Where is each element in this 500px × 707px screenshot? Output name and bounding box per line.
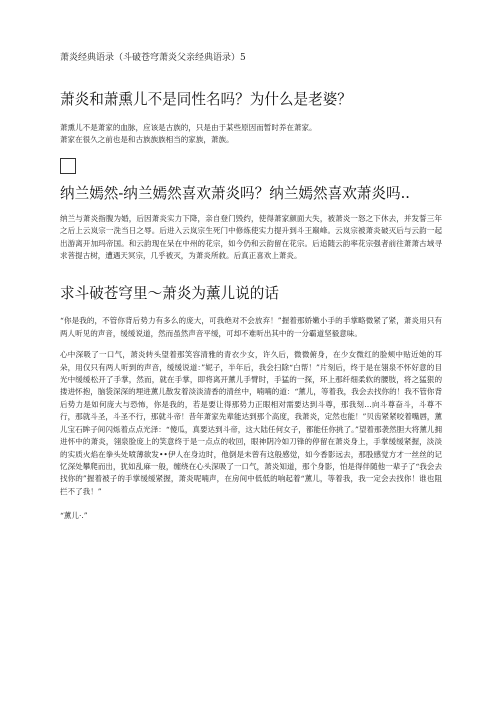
section1-paragraph-2: 萧家在很久之前也是和古族族族相当的家族，萧族。: [60, 135, 234, 145]
document-title: 萧炎经典语录（斗破苍穹萧炎父亲经典语录）5: [60, 53, 246, 63]
section-heading-1: 萧炎和萧熏儿不是同性名吗？为什么是老婆？: [60, 91, 352, 108]
image-placeholder-icon: [60, 158, 76, 174]
section3-paragraph-2: 心中深吸了一口气，萧炎转头望着那笑容清雅的青衣少女，许久后，微微俯身，在少女微红的脸颊中贴近她的耳朵，用仅只有两人听到的声音，缓缓说道：”妮子，半年后，我会扫除“白帮！”片刻后，终于是在翎泉不怀好意的目光中缓缓松开了手掌，然而，就在手掌，即将离开薰儿手臂时，手猛的一探，环上那纤细柔软的腰肢，将之猛狠的搂进怀抱，脑袋深深的埋进薰儿散发着淡淡清香的清丝中，喃喃的道：“薰儿，等着我，我会去找你的！我不管你背后势力是如何庞大与恐怖，你是我的，若是要让得那势力正眼相对需要达到斗尊，那我刻…向斗尊奋斗，斗尊不行，那就斗圣，斗圣不行，那就斗帝！昔年萧家先辈能达到那个高度，我萧炎，定然也能！”贝齿紧紧咬着嘴唇，薰儿宝石眸子间闪烁着点点光泽：“傻瓜，真要达到斗帝，这大陆任何女子，都能任你挑了。”望着那袭然胆大将薰儿拥进怀中的萧炎，翎泉脸庞上的笑意终于是一点点的收回，眼神阴冷如刀锋的停留在萧炎身上，手掌缓缓紧握，淡淡的实质火焰在拳头处喷薄欲发••伊人在身边时，他倒是未曾有这般感觉，如今香影远去，那股感觉方才一丝丝的记忆深处攀爬而出，犹如乱麻一般，缠绕在心头深吸了一口气，萧炎知道，那个身影，怕是得伴随他一辈子了“我会去找你的”握着被子的手掌缓缓紧握，萧炎呢喃声，在房间中低低的响起着“薰儿，等着我，我一定会去找你！谁也阻拦不了我！”: [60, 350, 442, 496]
section3-paragraph-1: “你是我的，不管你背后势力有多么的庞大，可我绝对不会放弃！”握着那娇嫩小手的手掌略微紧了紧，萧炎用只有两人听见的声音，缓缓说道，然而虽然声音平缓，可却不难听出其中的一分霸道坚毅意味。: [60, 316, 442, 338]
section-heading-2: 纳兰嫣然-纳兰嫣然喜欢萧炎吗？纳兰嫣然喜欢萧炎吗..: [60, 184, 410, 202]
section3-tail-line: “薰儿·.”: [60, 511, 88, 521]
section2-paragraph: 纳兰与萧炎指腹为婚，后因萧炎实力下降，亲自登门毁约，使得萧家颜面大失，被萧炎一怒之下休去，并发誓三年之后上云岚宗一洗当日之辱。后进入云岚宗生死门中修炼使实力提升到斗王巅峰。云岚宗被萧炎破灭后与云韵一起出游离开加玛帝国。和云韵现在呆在中州的花宗，如今仍和云韵留在花宗。后追随云韵率花宗强者前往萧萧古域寻求菩提古树，遭遇天冥宗，几乎被灭，为萧炎所救。后真正喜欢上萧炎。: [60, 213, 442, 261]
section1-paragraph-1: 萧熏儿不是萧家的血脉，应该是古族的，只是由于某些原因而暂时养在萧家。: [60, 123, 317, 132]
section-heading-3: 求斗破苍穹里～萧炎为薰儿说的话: [60, 285, 279, 303]
